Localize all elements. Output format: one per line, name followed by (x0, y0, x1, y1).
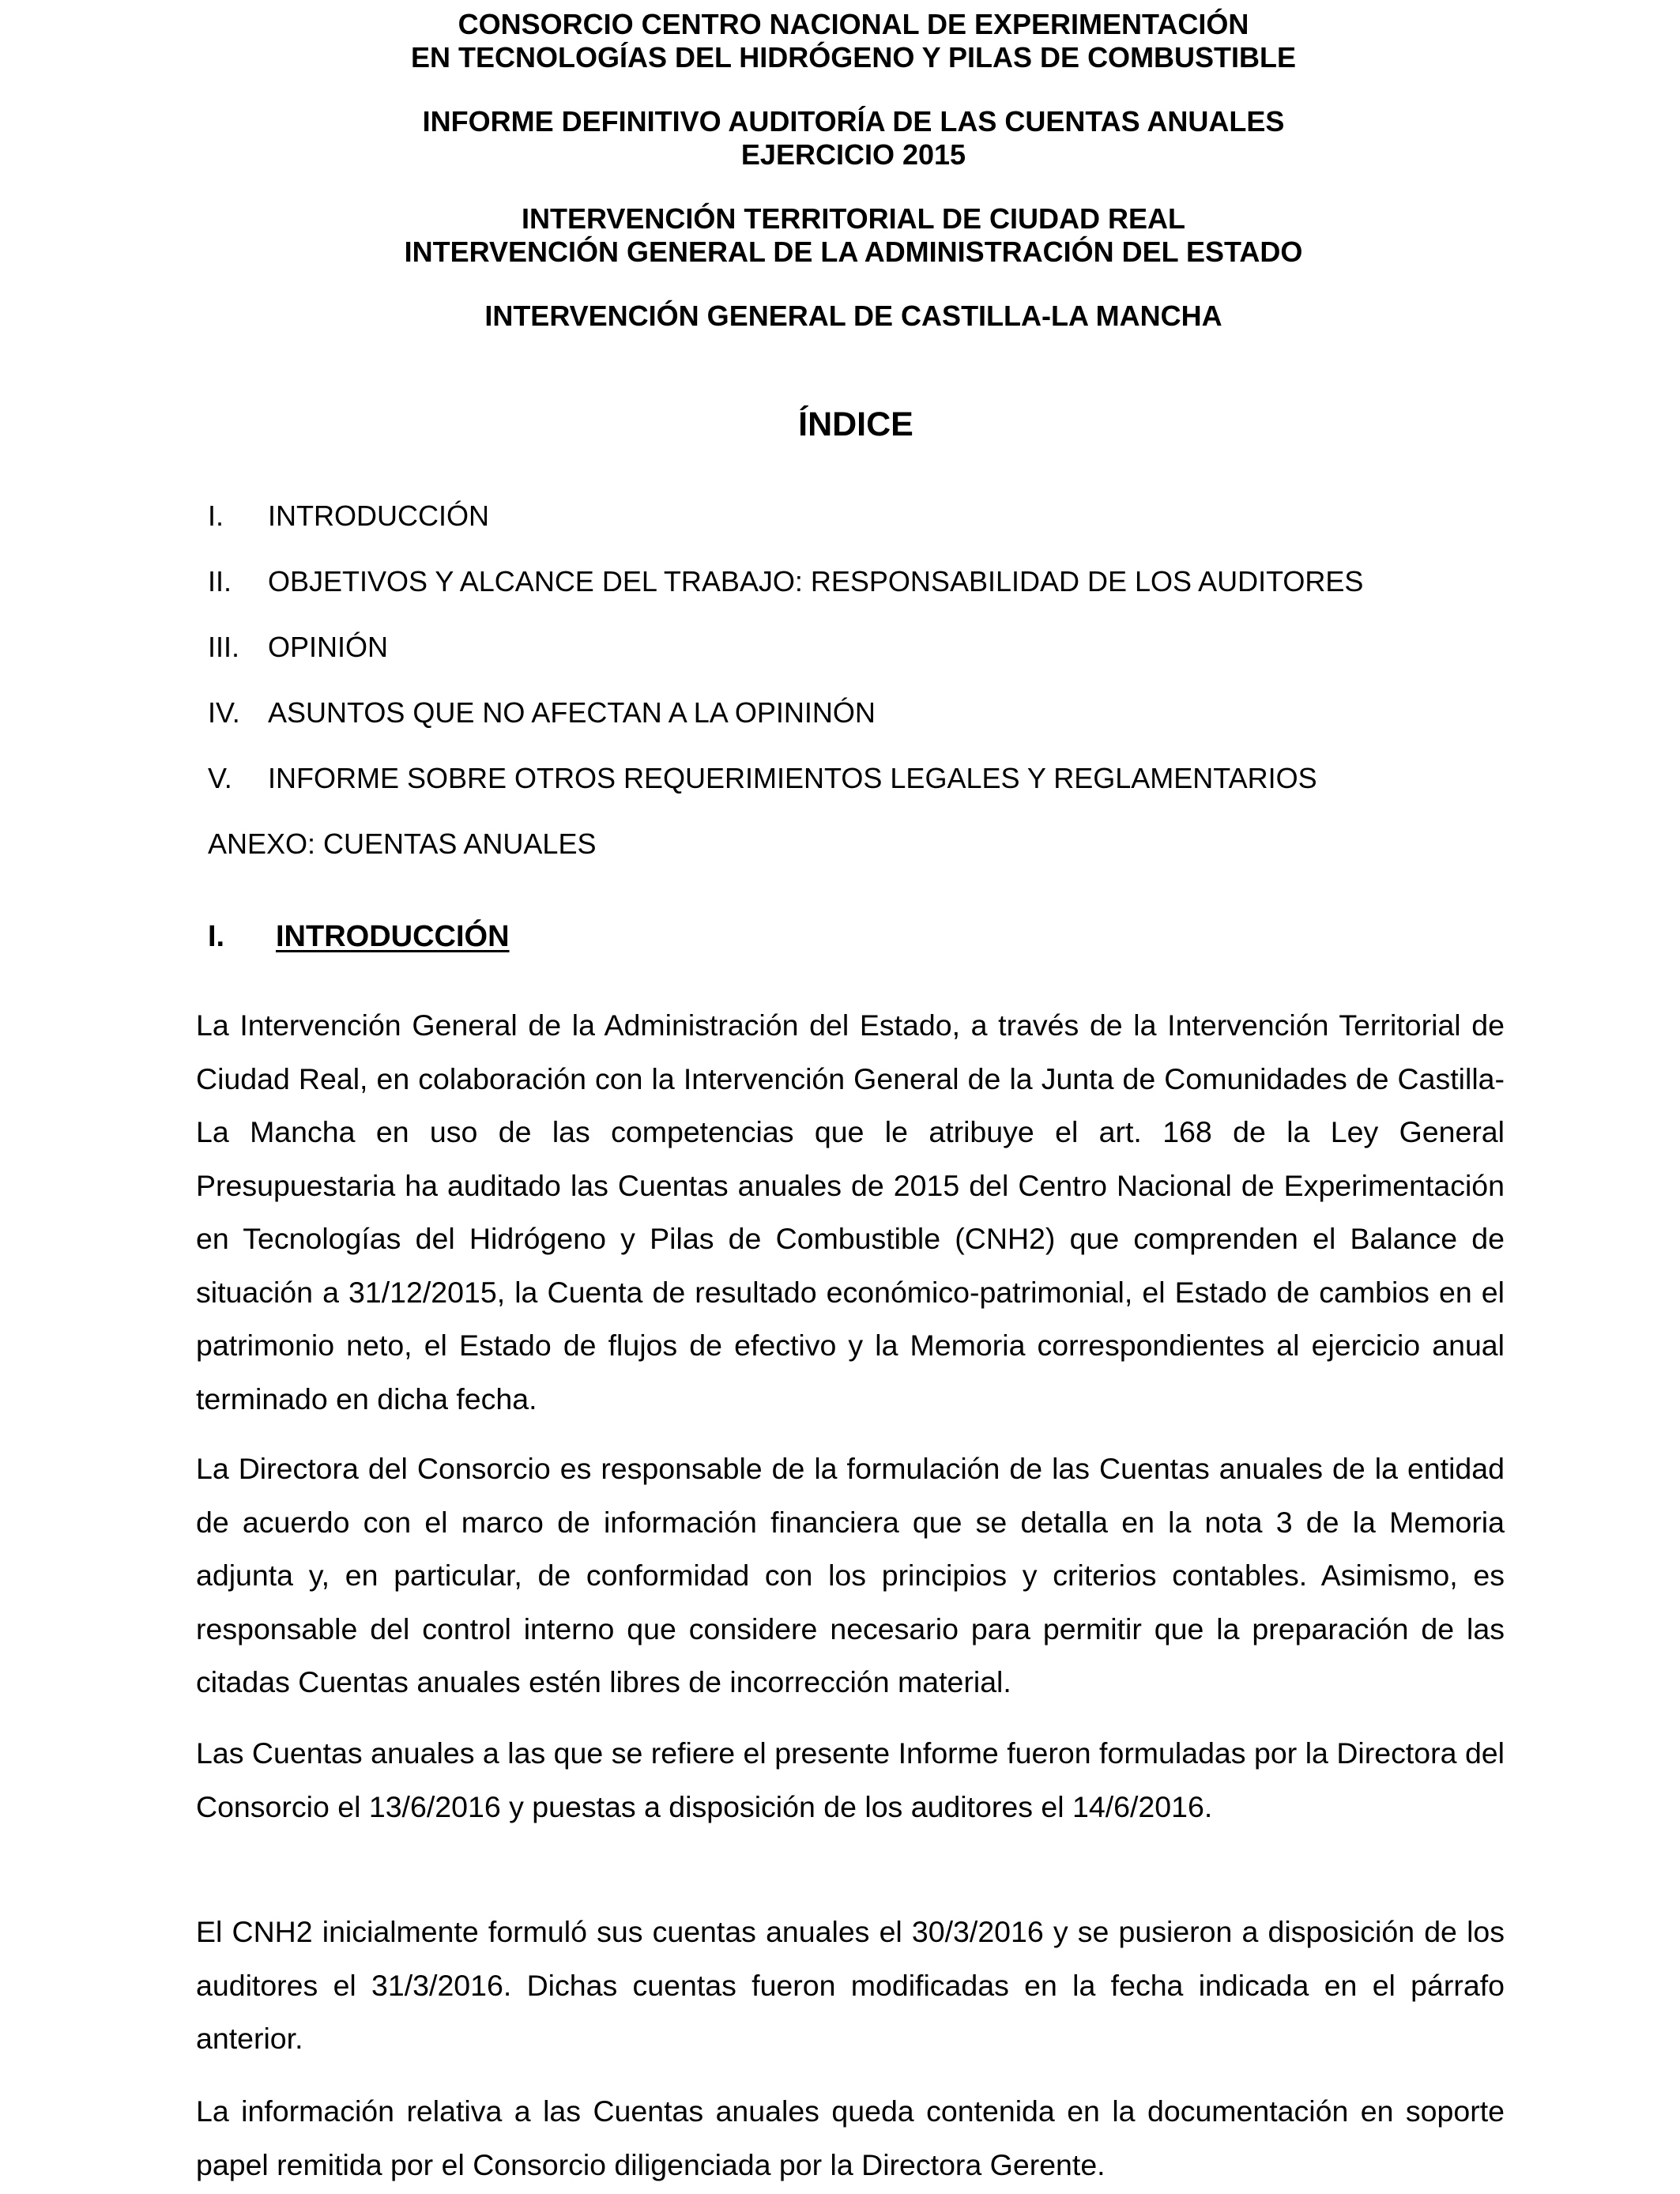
toc-item (208, 631, 388, 664)
toc-annex: ANEXO: CUENTAS ANUALES (208, 827, 597, 860)
header-line: INTERVENCIÓN GENERAL DE CASTILLA-LA MANCHA (484, 300, 1222, 332)
toc-item (208, 499, 489, 533)
toc-item-label: INFORME SOBRE OTROS REQUERIMIENTOS LEGALES Y REGLAMENTARIOS (268, 762, 1317, 794)
paragraph: El CNH2 inicialmente formuló sus cuentas anuales el 30/3/2016 y se pusieron a disposición de los auditores el 31/3/2016. Dichas cuentas fueron modificadas en la fecha indicada en el párrafo anterior. (196, 1915, 1505, 2055)
header-line: INFORME DEFINITIVO AUDITORÍA DE LAS CUENTAS ANUALES (422, 105, 1285, 138)
header-line: CONSORCIO CENTRO NACIONAL DE EXPERIMENTACIÓN (458, 8, 1249, 40)
paragraph: La Intervención General de la Administración del Estado, a través de la Intervención Territorial de Ciudad Real, en colaboración con la Intervención General de la Junta de Comunidades de Castilla-La Mancha en uso de las competencias que le atribuye el art. 168 de la Ley General Presupuestaria ha auditado las Cuentas anuales de 2015 del Centro Nacional de Experimentación en Tecnologías del Hidrógeno y Pilas de Combustible (CNH2) que comprenden el Balance de situación a 31/12/2015, la Cuenta de resultado económico-patrimonial, el Estado de cambios en el patrimonio neto, el Estado de flujos de efectivo y la Memoria correspondientes al ejercicio anual terminado en dicha fecha. (196, 1008, 1505, 1416)
section-number: I. (208, 920, 225, 953)
header-line: EN TECNOLOGÍAS DEL HIDRÓGENO Y PILAS DE COMBUSTIBLE (410, 41, 1297, 74)
section-title: INTRODUCCIÓN (276, 920, 510, 953)
toc-item (208, 565, 1363, 598)
section-heading (208, 918, 510, 955)
toc-item-number: II. (208, 565, 232, 598)
header-line: EJERCICIO 2015 (740, 138, 966, 171)
toc-item-label: ASUNTOS QUE NO AFECTAN A LA OPININÓN (268, 696, 876, 729)
toc-item-label: OBJETIVOS Y ALCANCE DEL TRABAJO: RESPONSABILIDAD DE LOS AUDITORES (268, 565, 1364, 598)
header-intervention-region (0, 300, 1680, 333)
toc-item-number: I. (208, 499, 224, 532)
toc-item-number: III. (208, 631, 240, 663)
toc-item-number: IV. (208, 696, 240, 729)
toc-item (208, 762, 1317, 795)
toc-item-number: V. (208, 762, 232, 794)
paragraph: La Directora del Consorcio es responsable de la formulación de las Cuentas anuales de la entidad de acuerdo con el marco de información financiera que se detalla en la nota 3 de la Memoria adjunta y, en particular, de conformidad con los principios y criterios contables. Asimismo, es responsable del control interno que considere necesario para permitir que la preparación de las citadas Cuentas anuales estén libres de incorrección material. (196, 1452, 1505, 1698)
header-line: INTERVENCIÓN TERRITORIAL DE CIUDAD REAL (521, 202, 1186, 235)
toc-item (208, 696, 876, 729)
header-consortium (0, 8, 1680, 74)
header-line: INTERVENCIÓN GENERAL DE LA ADMINISTRACIÓN DEL ESTADO (404, 236, 1303, 268)
paragraph: Las Cuentas anuales a las que se refiere el presente Informe fueron formuladas por la Directora del Consorcio el 13/6/2016 y puestas a disposición de los auditores el 14/6/2016. (196, 1736, 1505, 1823)
paragraph: La información relativa a las Cuentas anuales queda contenida en la documentación en soporte papel remitida por el Consorcio diligenciada por la Directora Gerente. (196, 2094, 1505, 2181)
document-header (0, 8, 1680, 364)
toc-title: ÍNDICE (798, 405, 913, 443)
toc-item-label: OPINIÓN (268, 631, 389, 663)
toc-item-label: INTRODUCCIÓN (268, 499, 489, 532)
header-intervention-state (0, 202, 1680, 269)
header-report-title (0, 105, 1680, 172)
